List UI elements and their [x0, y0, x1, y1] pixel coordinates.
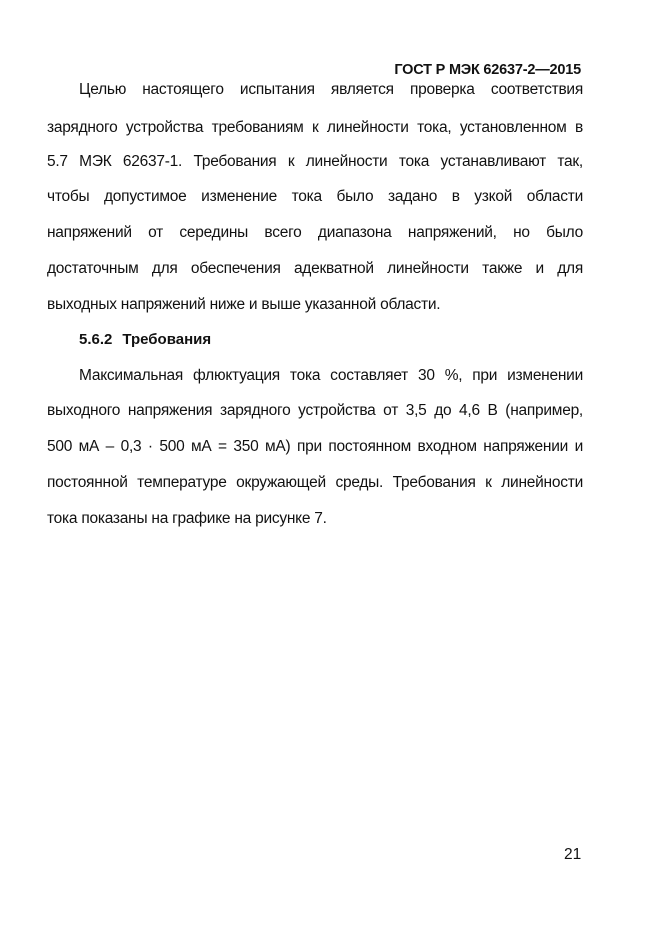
page-number: 21: [564, 846, 582, 863]
paragraph-2-line: тока показаны на графике на рисунке 7.: [47, 510, 327, 527]
section-number: 5.6.2: [79, 331, 113, 348]
paragraph-2-line: постоянной температуре окружающей среды. Требования к линейности: [47, 474, 583, 491]
paragraph-1-line: Целью настоящего испытания является проверка соответствия: [79, 81, 583, 98]
paragraph-1-line: выходных напряжений ниже и выше указанной области.: [47, 296, 441, 313]
paragraph-1-line: зарядного устройства требованиям к линейности тока, установленном в: [47, 119, 583, 136]
paragraph-1-line: чтобы допустимое изменение тока было задано в узкой области: [47, 188, 583, 205]
paragraph-1-line: 5.7 МЭК 62637-1. Требования к линейности тока устанавливают так,: [47, 153, 583, 170]
section-heading: [79, 330, 211, 350]
paragraph-1-line: достаточным для обеспечения адекватной линейности также и для: [47, 260, 583, 277]
paragraph-1-line: напряжений от середины всего диапазона напряжений, но было: [47, 224, 583, 241]
standard-header: ГОСТ Р МЭК 62637-2—2015: [394, 62, 581, 78]
section-title: Требования: [122, 331, 212, 348]
paragraph-2-line: выходного напряжения зарядного устройства от 3,5 до 4,6 В (например,: [47, 402, 583, 419]
paragraph-2-line: Максимальная флюктуация тока составляет 30 %, при изменении: [79, 367, 583, 384]
paragraph-2-line: 500 мА – 0,3 · 500 мА = 350 мА) при постоянном входном напряжении и: [47, 438, 583, 455]
